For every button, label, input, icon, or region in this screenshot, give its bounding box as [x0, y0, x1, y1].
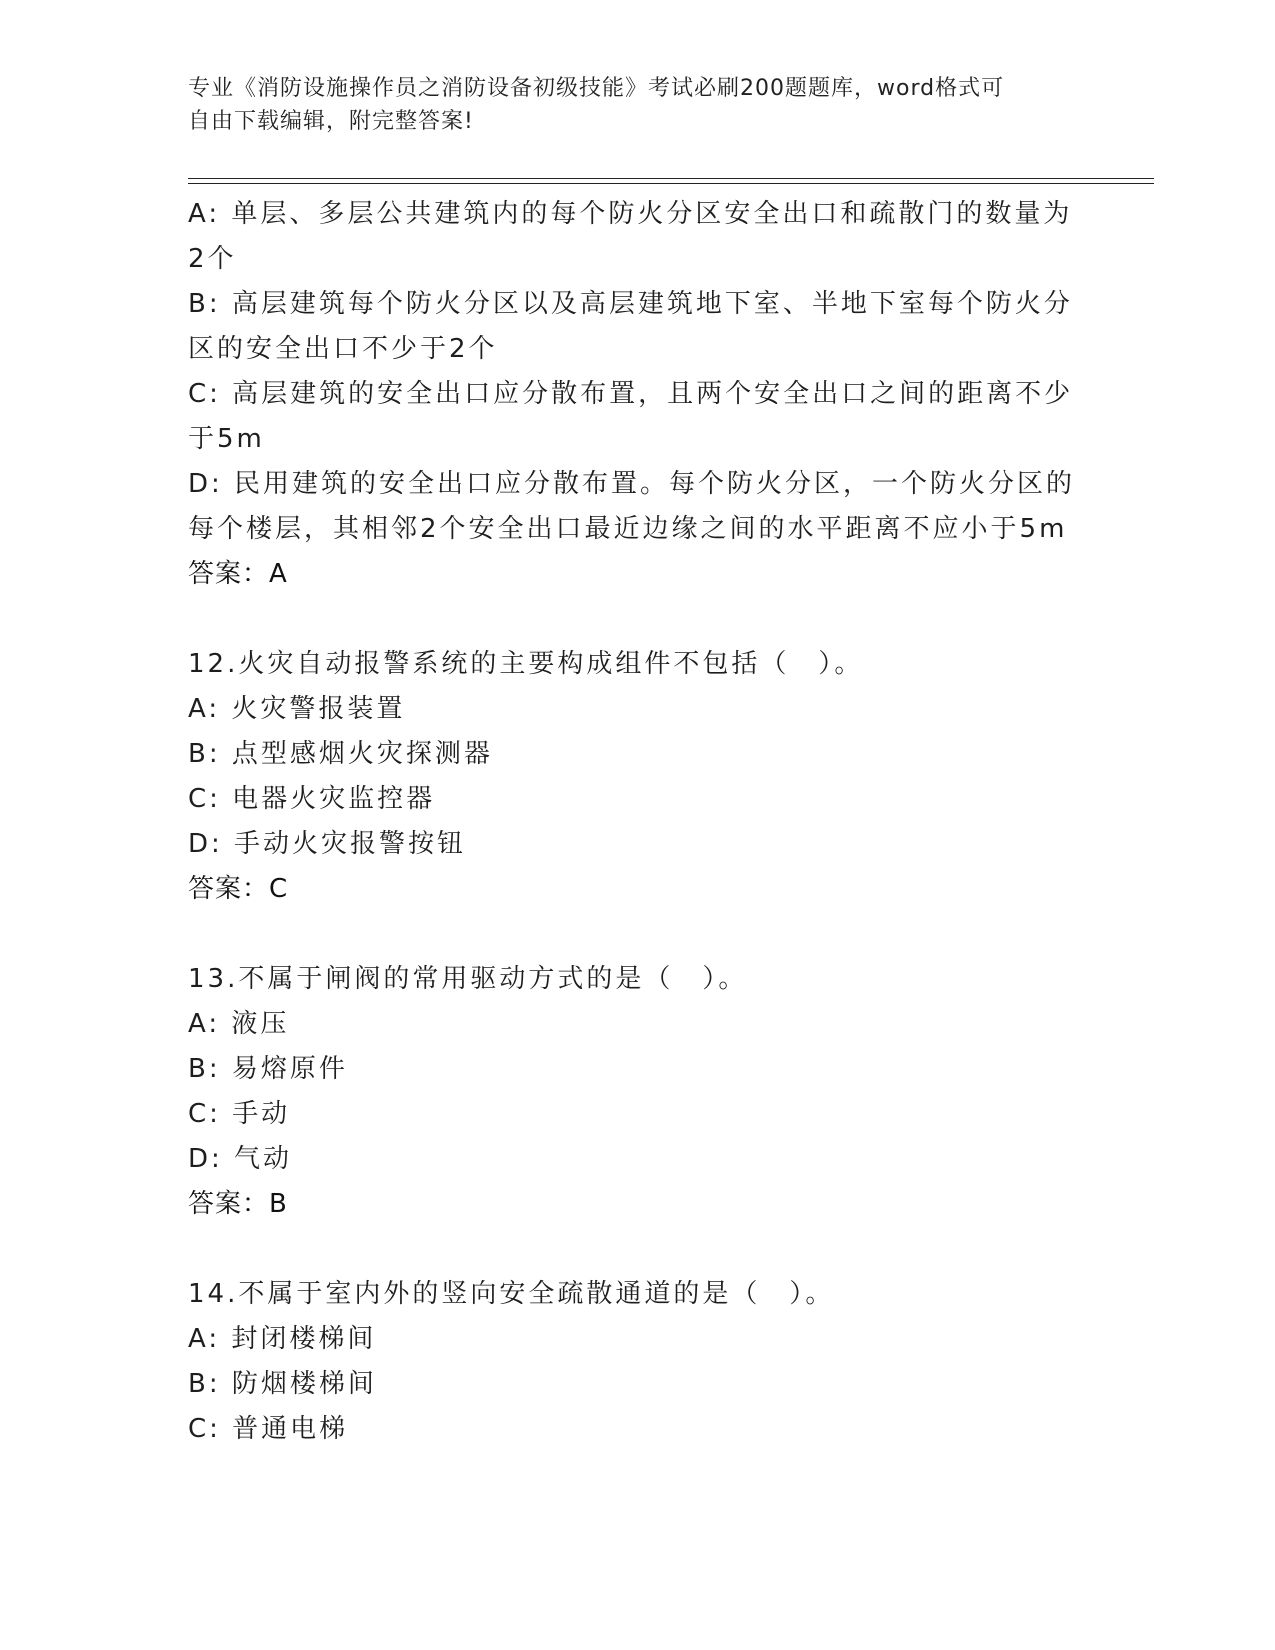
option-a: A: 火灾警报装置: [188, 694, 406, 724]
option-c-line-2: 于5m: [188, 424, 265, 454]
option-b: B: 防烟楼梯间: [188, 1369, 377, 1399]
header-line-2: 自由下载编辑，附完整答案!: [188, 109, 474, 134]
option-c: C: 普通电梯: [188, 1414, 349, 1444]
question-text: 14.不属于室内外的竖向安全疏散通道的是（ ）。: [188, 1279, 835, 1309]
option-b-line-1: B: 高层建筑每个防火分区以及高层建筑地下室、半地下室每个防火分: [188, 289, 1073, 319]
option-b-line-2: 区的安全出口不少于2个: [188, 334, 498, 364]
option-a-line-2: 2个: [188, 244, 237, 274]
spacer: [188, 912, 1088, 957]
question-content: [188, 192, 1088, 1452]
header-divider-top: [188, 178, 1154, 179]
option-b: B: 点型感烟火灾探测器: [188, 739, 493, 769]
option-a: A: 封闭楼梯间: [188, 1324, 377, 1354]
option-d-line-2: 每个楼层，其相邻2个安全出口最近边缘之间的水平距离不应小于5m: [188, 514, 1068, 544]
option-d-line-1: D: 民用建筑的安全出口应分散布置。每个防火分区，一个防火分区的: [188, 469, 1076, 499]
option-b: B: 易熔原件: [188, 1054, 348, 1084]
header-divider-bottom: [188, 183, 1154, 184]
option-a-line-1: A: 单层、多层公共建筑内的每个防火分区安全出口和疏散门的数量为: [188, 199, 1073, 229]
answer-label: 答案：A: [188, 559, 288, 589]
option-c: C: 电器火灾监控器: [188, 784, 436, 814]
option-d: D: 手动火灾报警按钮: [188, 829, 467, 859]
option-c-line-1: C: 高层建筑的安全出口应分散布置，且两个安全出口之间的距离不少: [188, 379, 1074, 409]
answer-label: 答案：C: [188, 874, 289, 904]
document-header: [188, 72, 1088, 138]
header-line-1: 专业《消防设施操作员之消防设备初级技能》考试必刷200题题库，word格式可: [188, 76, 1005, 101]
question-14-block: [188, 1272, 1088, 1452]
answer-label: 答案：B: [188, 1189, 288, 1219]
question-12-block: [188, 642, 1088, 912]
option-a: A: 液压: [188, 1009, 290, 1039]
question-text: 13.不属于闸阀的常用驱动方式的是（ ）。: [188, 964, 748, 994]
question-11-block: [188, 192, 1088, 597]
question-13-block: [188, 957, 1088, 1227]
option-c: C: 手动: [188, 1099, 291, 1129]
question-text: 12.火灾自动报警系统的主要构成组件不包括（ ）。: [188, 649, 864, 679]
spacer: [188, 1227, 1088, 1272]
spacer: [188, 597, 1088, 642]
option-d: D: 气动: [188, 1144, 293, 1174]
